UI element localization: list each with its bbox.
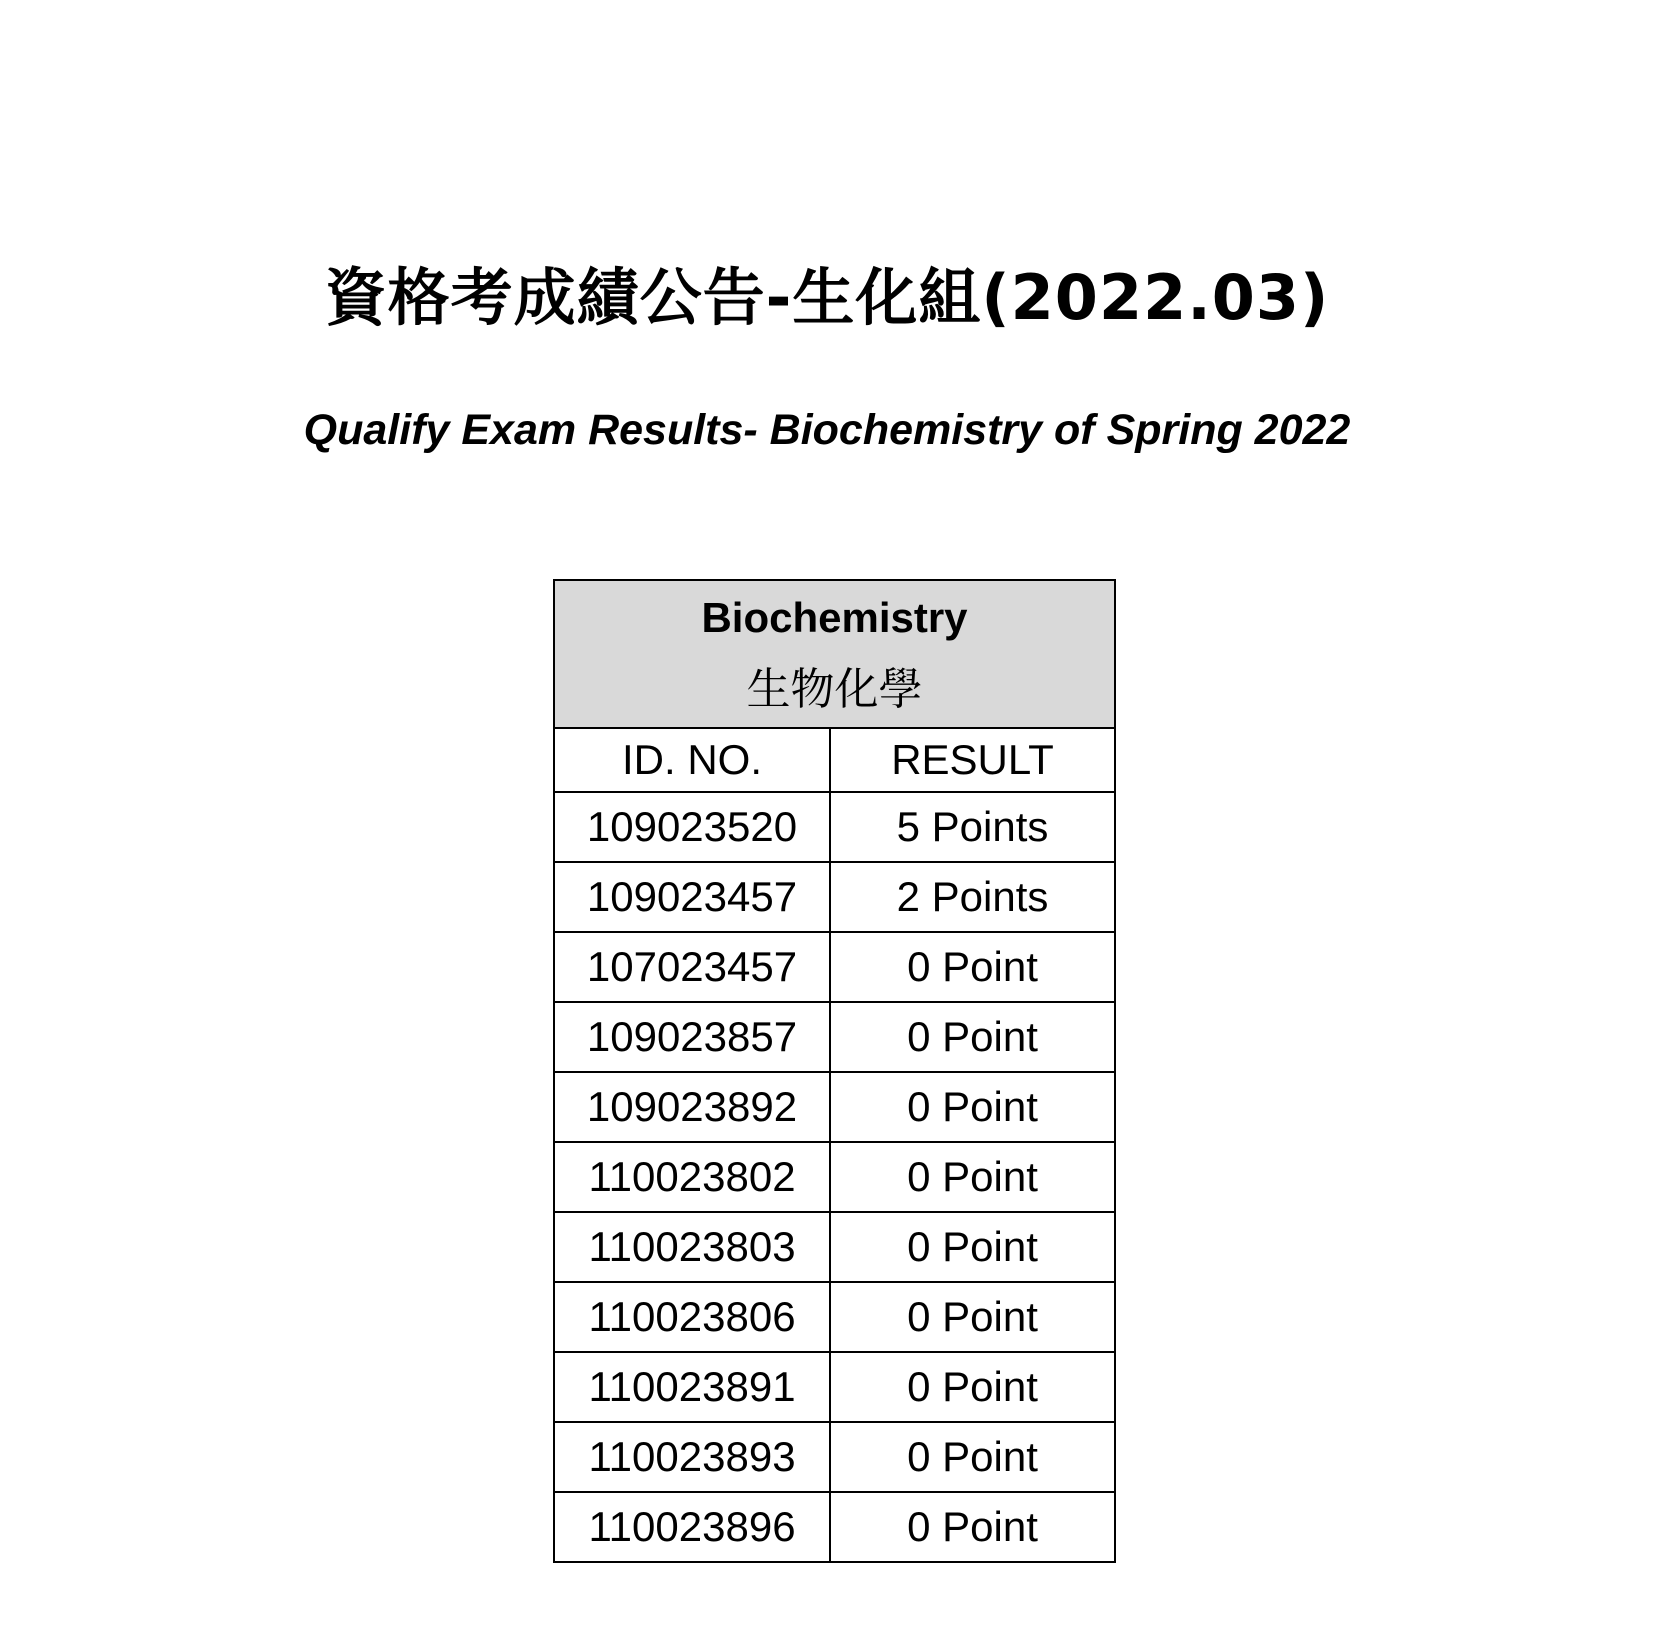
page-title: 資格考成績公告-生化組(2022.03) (324, 261, 1330, 334)
column-header-id: ID. NO. (554, 728, 830, 792)
column-header-result: RESULT (830, 728, 1115, 792)
result-cell: 0 Point (830, 1212, 1115, 1282)
id-cell: 109023457 (554, 862, 830, 932)
results-table (553, 579, 1116, 1563)
result-cell: 0 Point (830, 1002, 1115, 1072)
result-cell: 0 Point (830, 1492, 1115, 1562)
table-row (554, 932, 1115, 1002)
page-subtitle: Qualify Exam Results- Biochemistry of Spring 2022 (303, 406, 1351, 454)
table-row (554, 1072, 1115, 1142)
group-header-chinese: 生物化學 (746, 664, 923, 715)
result-cell: 0 Point (830, 1072, 1115, 1142)
result-cell: 0 Point (830, 1422, 1115, 1492)
id-cell: 107023457 (554, 932, 830, 1002)
id-cell: 109023520 (554, 792, 830, 862)
table-row (554, 1352, 1115, 1422)
table-row (554, 1212, 1115, 1282)
id-cell: 110023806 (554, 1282, 830, 1352)
group-header (554, 580, 1115, 728)
group-header-english: Biochemistry (701, 594, 968, 641)
id-cell: 110023802 (554, 1142, 830, 1212)
table-row (554, 1422, 1115, 1492)
table-row (554, 1282, 1115, 1352)
id-cell: 110023803 (554, 1212, 830, 1282)
result-cell: 2 Points (830, 862, 1115, 932)
result-cell: 0 Point (830, 1142, 1115, 1212)
id-cell: 109023857 (554, 1002, 830, 1072)
id-cell: 110023896 (554, 1492, 830, 1562)
table-row (554, 1142, 1115, 1212)
result-cell: 5 Points (830, 792, 1115, 862)
table-row (554, 1002, 1115, 1072)
result-cell: 0 Point (830, 1282, 1115, 1352)
result-cell: 0 Point (830, 1352, 1115, 1422)
table-row (554, 1492, 1115, 1562)
id-cell: 110023893 (554, 1422, 830, 1492)
table-row (554, 792, 1115, 862)
result-cell: 0 Point (830, 932, 1115, 1002)
id-cell: 109023892 (554, 1072, 830, 1142)
id-cell: 110023891 (554, 1352, 830, 1422)
column-header-row (554, 728, 1115, 792)
table-row (554, 862, 1115, 932)
group-header-row (554, 580, 1115, 728)
